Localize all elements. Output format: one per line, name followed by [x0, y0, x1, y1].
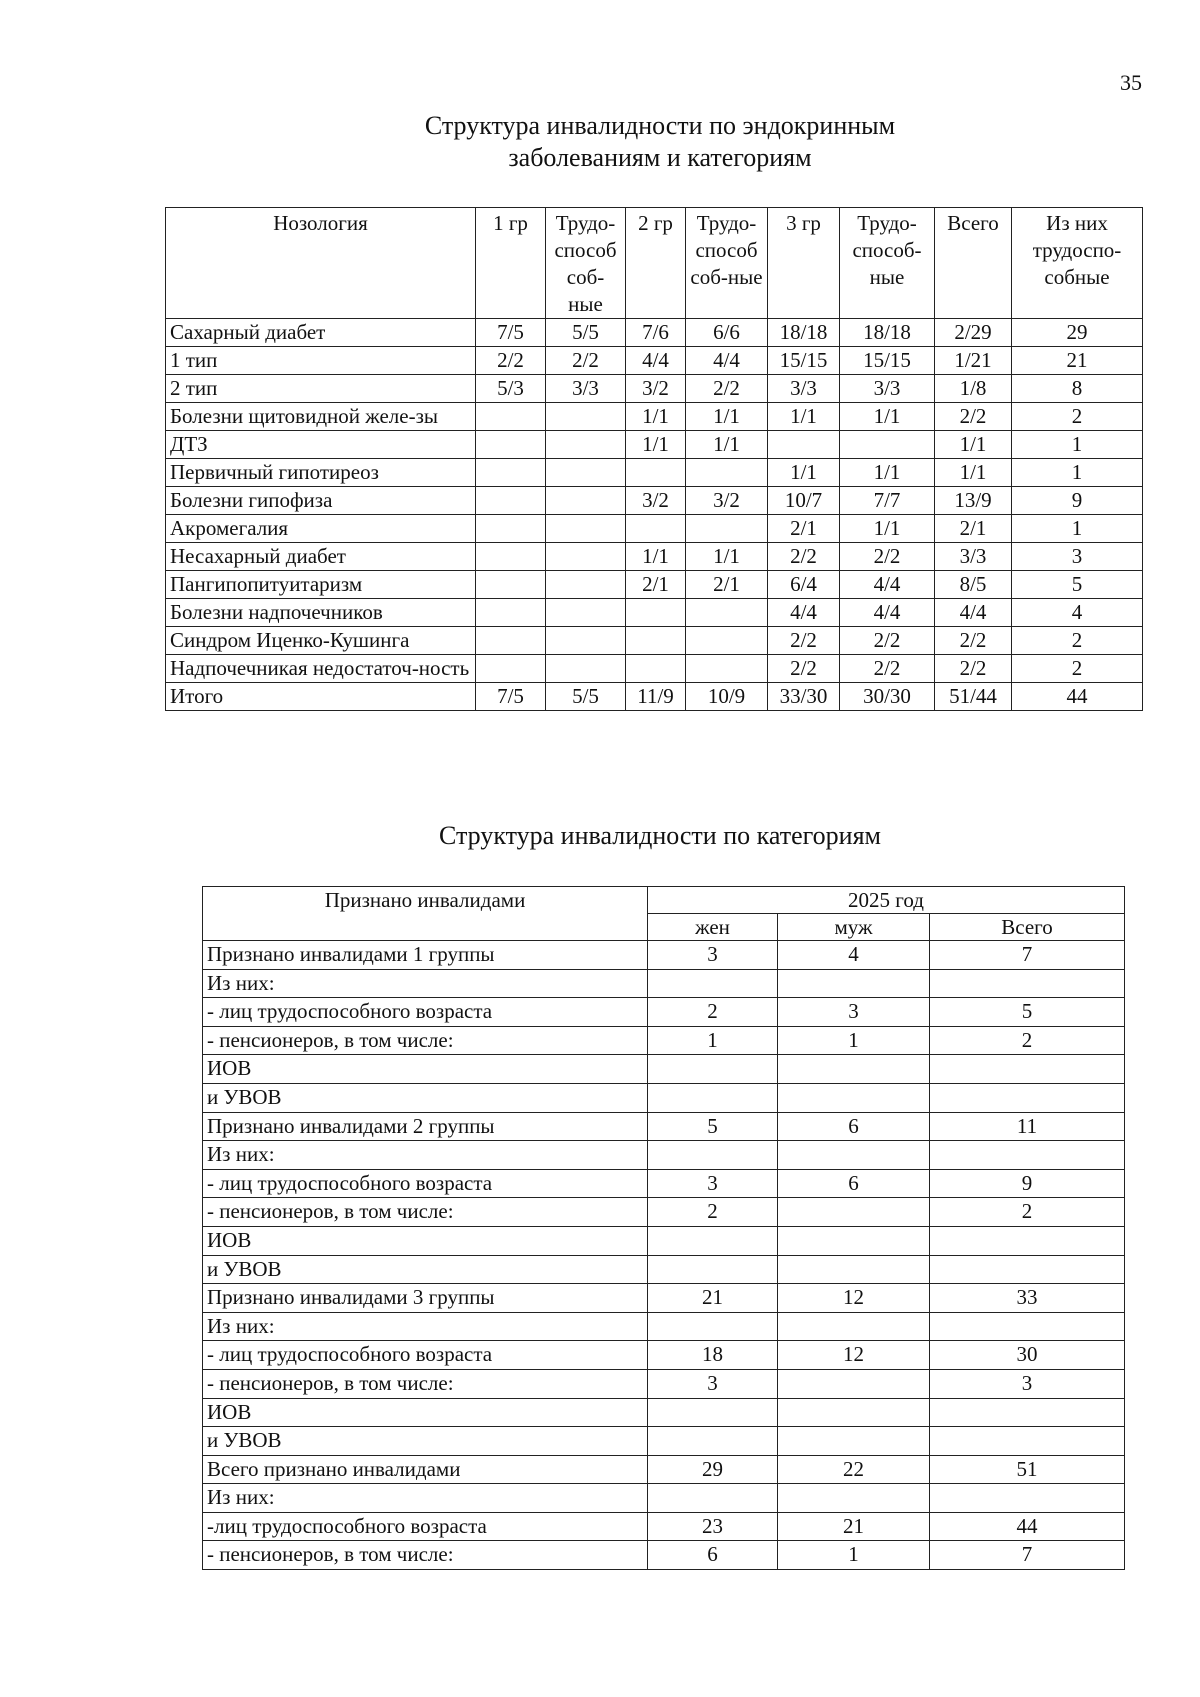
- category-cell: ИОВ: [203, 1226, 648, 1255]
- table-row: [203, 1398, 1125, 1427]
- table-row: [203, 969, 1125, 998]
- value-cell: [778, 1141, 930, 1170]
- value-cell: 5: [648, 1112, 778, 1141]
- value-cell: 6: [778, 1112, 930, 1141]
- table-row: [203, 1541, 1125, 1570]
- value-cell: 44: [930, 1512, 1125, 1541]
- nosology-cell: Пангипопитуитаризм: [166, 571, 476, 599]
- value-cell: 3: [930, 1369, 1125, 1398]
- table-row: [166, 515, 1143, 543]
- value-cell: [626, 655, 686, 683]
- table-row: [166, 431, 1143, 459]
- value-cell: [546, 431, 626, 459]
- value-cell: [476, 655, 546, 683]
- value-cell: 1/1: [840, 515, 935, 543]
- value-cell: 1/1: [935, 431, 1012, 459]
- value-cell: 2/2: [768, 627, 840, 655]
- value-cell: [546, 487, 626, 515]
- categories-disability-table: [202, 886, 1125, 1570]
- value-cell: 3/3: [935, 543, 1012, 571]
- value-cell: [648, 1255, 778, 1284]
- value-cell: 7/6: [626, 319, 686, 347]
- title1-line1: Структура инвалидности по эндокринным: [424, 111, 896, 140]
- value-cell: [686, 459, 768, 487]
- title-disability-structure-endocrine: [300, 110, 1020, 174]
- value-cell: [546, 403, 626, 431]
- value-cell: 18/18: [768, 319, 840, 347]
- value-cell: [546, 655, 626, 683]
- table-row: [166, 599, 1143, 627]
- value-cell: [778, 1198, 930, 1227]
- table-row: [203, 1169, 1125, 1198]
- value-cell: 29: [648, 1455, 778, 1484]
- category-cell: -лиц трудоспособного возраста: [203, 1512, 648, 1541]
- value-cell: [648, 1427, 778, 1456]
- value-cell: [930, 1055, 1125, 1084]
- value-cell: [626, 627, 686, 655]
- table2-subheader-male: муж: [778, 914, 930, 941]
- table-row: [166, 487, 1143, 515]
- nosology-cell: Сахарный диабет: [166, 319, 476, 347]
- value-cell: 1/1: [840, 403, 935, 431]
- value-cell: 2/1: [626, 571, 686, 599]
- value-cell: [778, 1226, 930, 1255]
- table2-header-row: [203, 887, 1125, 914]
- table-row: [203, 1226, 1125, 1255]
- table-row: [203, 1455, 1125, 1484]
- value-cell: 1/21: [935, 347, 1012, 375]
- value-cell: [476, 459, 546, 487]
- nosology-cell: Синдром Иценко-Кушинга: [166, 627, 476, 655]
- value-cell: 3: [1012, 543, 1143, 571]
- category-cell: и УВОВ: [203, 1255, 648, 1284]
- value-cell: 44: [1012, 683, 1143, 711]
- category-cell: и УВОВ: [203, 1083, 648, 1112]
- value-cell: [476, 571, 546, 599]
- table1-header-cell: 3 гр: [768, 208, 840, 319]
- table1-header-cell: Трудо-способ соб-ные: [546, 208, 626, 319]
- nosology-cell: Болезни гипофиза: [166, 487, 476, 515]
- value-cell: [546, 459, 626, 487]
- value-cell: 6/6: [686, 319, 768, 347]
- endocrine-disability-table: [165, 207, 1143, 711]
- value-cell: 1: [1012, 459, 1143, 487]
- value-cell: 2/2: [935, 655, 1012, 683]
- value-cell: 2/2: [546, 347, 626, 375]
- value-cell: [648, 969, 778, 998]
- value-cell: 4/4: [935, 599, 1012, 627]
- value-cell: [648, 1484, 778, 1513]
- value-cell: 11/9: [626, 683, 686, 711]
- nosology-cell: Акромегалия: [166, 515, 476, 543]
- category-cell: - лиц трудоспособного возраста: [203, 1169, 648, 1198]
- value-cell: [930, 1255, 1125, 1284]
- value-cell: 2/1: [686, 571, 768, 599]
- value-cell: [778, 1484, 930, 1513]
- category-cell: - пенсионеров, в том числе:: [203, 1541, 648, 1570]
- table-row: [166, 655, 1143, 683]
- nosology-cell: Итого: [166, 683, 476, 711]
- value-cell: [686, 627, 768, 655]
- value-cell: [476, 627, 546, 655]
- value-cell: 1/1: [768, 403, 840, 431]
- value-cell: [778, 1055, 930, 1084]
- nosology-cell: Болезни щитовидной желе-зы: [166, 403, 476, 431]
- value-cell: 2/1: [768, 515, 840, 543]
- value-cell: 7/7: [840, 487, 935, 515]
- value-cell: 7/5: [476, 319, 546, 347]
- value-cell: [546, 571, 626, 599]
- value-cell: 4: [778, 941, 930, 970]
- value-cell: 30: [930, 1341, 1125, 1370]
- table2-header-year: 2025 год: [648, 887, 1125, 914]
- table-row: [203, 941, 1125, 970]
- value-cell: 1/1: [686, 431, 768, 459]
- category-cell: - пенсионеров, в том числе:: [203, 1369, 648, 1398]
- value-cell: 4/4: [686, 347, 768, 375]
- table1-header-cell: 1 гр: [476, 208, 546, 319]
- value-cell: 1/1: [686, 403, 768, 431]
- page-number: 35: [1120, 70, 1142, 95]
- value-cell: 2: [648, 1198, 778, 1227]
- value-cell: [778, 1398, 930, 1427]
- value-cell: [930, 1484, 1125, 1513]
- value-cell: 2: [930, 1198, 1125, 1227]
- value-cell: 8: [1012, 375, 1143, 403]
- value-cell: [930, 969, 1125, 998]
- value-cell: 1/1: [840, 459, 935, 487]
- category-cell: и УВОВ: [203, 1427, 648, 1456]
- value-cell: 23: [648, 1512, 778, 1541]
- category-cell: - пенсионеров, в том числе:: [203, 1198, 648, 1227]
- value-cell: 3/2: [626, 375, 686, 403]
- value-cell: 2: [648, 998, 778, 1027]
- value-cell: 2/2: [686, 375, 768, 403]
- category-cell: - лиц трудоспособного возраста: [203, 1341, 648, 1370]
- value-cell: 1: [778, 1026, 930, 1055]
- value-cell: 2/2: [476, 347, 546, 375]
- table-row: [166, 459, 1143, 487]
- value-cell: 5/3: [476, 375, 546, 403]
- category-cell: Из них:: [203, 1141, 648, 1170]
- category-cell: Признано инвалидами 2 группы: [203, 1112, 648, 1141]
- table-row: [166, 571, 1143, 599]
- value-cell: 10/9: [686, 683, 768, 711]
- value-cell: 3/3: [768, 375, 840, 403]
- table2-subheader-total: Всего: [930, 914, 1125, 941]
- value-cell: 8/5: [935, 571, 1012, 599]
- value-cell: [930, 1398, 1125, 1427]
- value-cell: 6: [778, 1169, 930, 1198]
- nosology-cell: 2 тип: [166, 375, 476, 403]
- value-cell: 6/4: [768, 571, 840, 599]
- value-cell: 3/3: [546, 375, 626, 403]
- value-cell: 12: [778, 1341, 930, 1370]
- value-cell: [648, 1055, 778, 1084]
- value-cell: [648, 1083, 778, 1112]
- value-cell: [648, 1312, 778, 1341]
- value-cell: 2: [1012, 655, 1143, 683]
- value-cell: 15/15: [840, 347, 935, 375]
- category-cell: Из них:: [203, 1484, 648, 1513]
- value-cell: [686, 515, 768, 543]
- value-cell: [476, 487, 546, 515]
- table-row: [203, 1341, 1125, 1370]
- value-cell: 2: [1012, 403, 1143, 431]
- value-cell: [930, 1312, 1125, 1341]
- value-cell: 5/5: [546, 683, 626, 711]
- category-cell: Признано инвалидами 3 группы: [203, 1284, 648, 1313]
- value-cell: 3/2: [686, 487, 768, 515]
- value-cell: 1/1: [686, 543, 768, 571]
- value-cell: 10/7: [768, 487, 840, 515]
- table1-header-row: [166, 208, 1143, 319]
- value-cell: [476, 403, 546, 431]
- nosology-cell: 1 тип: [166, 347, 476, 375]
- value-cell: 21: [1012, 347, 1143, 375]
- title-disability-structure-categories: Структура инвалидности по категориям: [439, 821, 881, 850]
- value-cell: [648, 1141, 778, 1170]
- value-cell: 1/1: [626, 403, 686, 431]
- value-cell: [546, 515, 626, 543]
- value-cell: 4: [1012, 599, 1143, 627]
- value-cell: 3: [648, 1369, 778, 1398]
- value-cell: [686, 599, 768, 627]
- value-cell: 11: [930, 1112, 1125, 1141]
- value-cell: 3/2: [626, 487, 686, 515]
- table-row: [203, 1198, 1125, 1227]
- value-cell: [778, 1369, 930, 1398]
- value-cell: 13/9: [935, 487, 1012, 515]
- table-row: [203, 1369, 1125, 1398]
- value-cell: 51: [930, 1455, 1125, 1484]
- value-cell: 5/5: [546, 319, 626, 347]
- value-cell: 12: [778, 1284, 930, 1313]
- table1-header-cell: Нозология: [166, 208, 476, 319]
- value-cell: [626, 599, 686, 627]
- nosology-cell: ДТЗ: [166, 431, 476, 459]
- value-cell: 7: [930, 941, 1125, 970]
- value-cell: [546, 543, 626, 571]
- value-cell: 1/1: [626, 543, 686, 571]
- value-cell: 3: [778, 998, 930, 1027]
- value-cell: 5: [930, 998, 1125, 1027]
- value-cell: 30/30: [840, 683, 935, 711]
- table-row: [166, 403, 1143, 431]
- value-cell: 9: [930, 1169, 1125, 1198]
- value-cell: [930, 1427, 1125, 1456]
- table-row: [166, 683, 1143, 711]
- value-cell: 33: [930, 1284, 1125, 1313]
- table-row: [166, 319, 1143, 347]
- value-cell: 2/2: [935, 627, 1012, 655]
- value-cell: [476, 515, 546, 543]
- value-cell: [778, 969, 930, 998]
- value-cell: 4/4: [626, 347, 686, 375]
- table-row: [203, 1284, 1125, 1313]
- value-cell: 9: [1012, 487, 1143, 515]
- value-cell: 2/2: [768, 543, 840, 571]
- title1-line2: заболеваниям и категориям: [508, 143, 812, 172]
- value-cell: 1/8: [935, 375, 1012, 403]
- nosology-cell: Болезни надпочечников: [166, 599, 476, 627]
- value-cell: 3/3: [840, 375, 935, 403]
- value-cell: 2/1: [935, 515, 1012, 543]
- value-cell: 2/29: [935, 319, 1012, 347]
- value-cell: [778, 1255, 930, 1284]
- table-row: [203, 1141, 1125, 1170]
- value-cell: [626, 459, 686, 487]
- table-row: [203, 1055, 1125, 1084]
- value-cell: 1: [1012, 431, 1143, 459]
- value-cell: [778, 1083, 930, 1112]
- table-row: [203, 1484, 1125, 1513]
- table-row: [203, 1083, 1125, 1112]
- value-cell: [930, 1226, 1125, 1255]
- value-cell: [546, 627, 626, 655]
- table-row: [203, 1427, 1125, 1456]
- value-cell: [686, 655, 768, 683]
- table-row: [203, 1112, 1125, 1141]
- value-cell: [476, 431, 546, 459]
- value-cell: 2/2: [840, 627, 935, 655]
- value-cell: 2: [1012, 627, 1143, 655]
- category-cell: Всего признано инвалидами: [203, 1455, 648, 1484]
- table-row: [166, 375, 1143, 403]
- value-cell: 29: [1012, 319, 1143, 347]
- table-row: [166, 543, 1143, 571]
- category-cell: - пенсионеров, в том числе:: [203, 1026, 648, 1055]
- value-cell: [626, 515, 686, 543]
- value-cell: [648, 1226, 778, 1255]
- category-cell: Признано инвалидами 1 группы: [203, 941, 648, 970]
- value-cell: [476, 599, 546, 627]
- value-cell: 1/1: [935, 459, 1012, 487]
- value-cell: [930, 1141, 1125, 1170]
- value-cell: 2/2: [935, 403, 1012, 431]
- table1-header-cell: 2 гр: [626, 208, 686, 319]
- category-cell: - лиц трудоспособного возраста: [203, 998, 648, 1027]
- table1-header-cell: Всего: [935, 208, 1012, 319]
- value-cell: 7/5: [476, 683, 546, 711]
- value-cell: [648, 1398, 778, 1427]
- value-cell: 4/4: [840, 571, 935, 599]
- value-cell: [778, 1312, 930, 1341]
- value-cell: 6: [648, 1541, 778, 1570]
- nosology-cell: Надпочечникая недостаточ-ность: [166, 655, 476, 683]
- value-cell: 21: [778, 1512, 930, 1541]
- value-cell: 3: [648, 1169, 778, 1198]
- table2-subheader-female: жен: [648, 914, 778, 941]
- value-cell: 18/18: [840, 319, 935, 347]
- table-row: [166, 347, 1143, 375]
- value-cell: 2/2: [768, 655, 840, 683]
- value-cell: 1/1: [768, 459, 840, 487]
- value-cell: [546, 599, 626, 627]
- value-cell: [778, 1427, 930, 1456]
- value-cell: 3: [648, 941, 778, 970]
- value-cell: [476, 543, 546, 571]
- table1-header-cell: Из них трудоспо-собные: [1012, 208, 1143, 319]
- category-cell: ИОВ: [203, 1055, 648, 1084]
- value-cell: 15/15: [768, 347, 840, 375]
- value-cell: 1: [778, 1541, 930, 1570]
- value-cell: 33/30: [768, 683, 840, 711]
- value-cell: 2: [930, 1026, 1125, 1055]
- table2-header-main: Признано инвалидами: [203, 887, 648, 941]
- value-cell: 1/1: [626, 431, 686, 459]
- nosology-cell: Несахарный диабет: [166, 543, 476, 571]
- category-cell: ИОВ: [203, 1398, 648, 1427]
- table-row: [166, 627, 1143, 655]
- table-row: [203, 1512, 1125, 1541]
- table1-header-cell: Трудо-способ соб-ные: [686, 208, 768, 319]
- value-cell: 4/4: [768, 599, 840, 627]
- value-cell: 4/4: [840, 599, 935, 627]
- table-row: [203, 998, 1125, 1027]
- value-cell: 2/2: [840, 543, 935, 571]
- category-cell: Из них:: [203, 969, 648, 998]
- value-cell: 7: [930, 1541, 1125, 1570]
- value-cell: 5: [1012, 571, 1143, 599]
- value-cell: 21: [648, 1284, 778, 1313]
- category-cell: Из них:: [203, 1312, 648, 1341]
- value-cell: 51/44: [935, 683, 1012, 711]
- value-cell: [930, 1083, 1125, 1112]
- value-cell: 22: [778, 1455, 930, 1484]
- value-cell: 18: [648, 1341, 778, 1370]
- table-row: [203, 1312, 1125, 1341]
- table-row: [203, 1026, 1125, 1055]
- value-cell: [840, 431, 935, 459]
- value-cell: 1: [1012, 515, 1143, 543]
- table1-header-cell: Трудо-способ-ные: [840, 208, 935, 319]
- table-row: [203, 1255, 1125, 1284]
- value-cell: 1: [648, 1026, 778, 1055]
- value-cell: 2/2: [840, 655, 935, 683]
- nosology-cell: Первичный гипотиреоз: [166, 459, 476, 487]
- value-cell: [768, 431, 840, 459]
